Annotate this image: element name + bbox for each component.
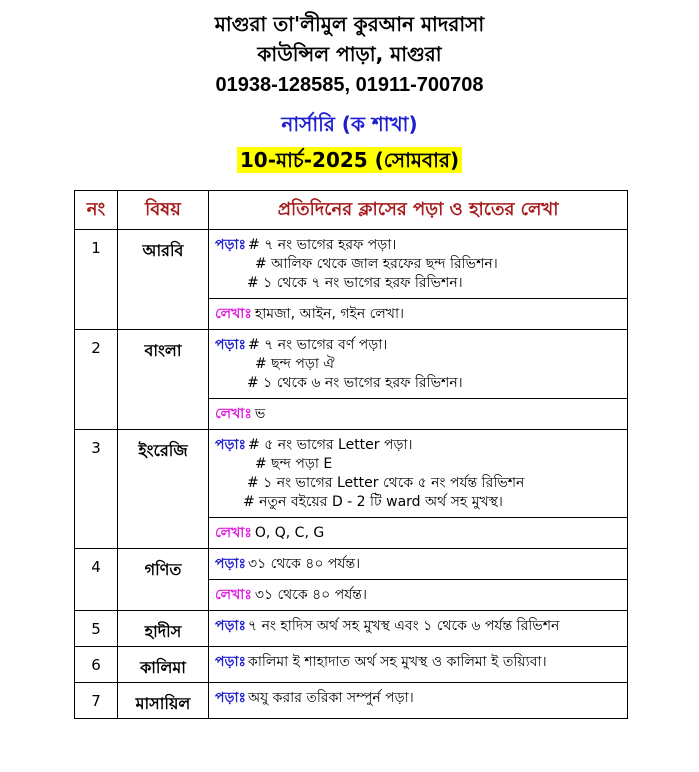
table-row bbox=[75, 683, 628, 719]
writing-cell bbox=[209, 299, 628, 330]
subject-name: গণিত bbox=[118, 549, 209, 611]
row-number: 4 bbox=[75, 549, 118, 611]
reading-label: পড়াঃ bbox=[215, 654, 247, 670]
writing-text: ৩১ থেকে ৪০ পর্যন্ত। bbox=[254, 587, 367, 603]
writing-text: হামজা, আইন, গইন লেখা। bbox=[254, 306, 405, 322]
reading-line: # ১ থেকে ৭ নং ভাগের হরফ রিভিশন। bbox=[247, 275, 463, 291]
reading-line: ৭ নং হাদিস অর্থ সহ মুখস্থ এবং ১ থেকে ৬ পর্যন্ত রিভিশন bbox=[248, 618, 560, 634]
row-number: 6 bbox=[75, 647, 118, 683]
reading-line: # আলিফ থেকে জাল হরফের ছন্দ রিভিশন। bbox=[255, 256, 498, 272]
header-number: নং bbox=[75, 191, 118, 230]
date-line bbox=[0, 147, 699, 173]
row-number: 7 bbox=[75, 683, 118, 719]
reading-line: # ৭ নং ভাগের হরফ পড়া। bbox=[248, 237, 397, 253]
date-highlight: 10-মার্চ-2025 (সোমবার) bbox=[237, 147, 462, 173]
reading-line: ৩১ থেকে ৪০ পর্যন্ত। bbox=[248, 556, 361, 572]
subject-name: মাসায়িল bbox=[118, 683, 209, 719]
reading-cell bbox=[209, 683, 628, 719]
reading-line: # ছন্দ পড়া E bbox=[255, 456, 333, 472]
reading-line: কালিমা ই শাহাদাত অর্থ সহ মুখস্থ ও কালিমা ই তয়্যিবা। bbox=[248, 654, 547, 670]
reading-line: # ১ থেকে ৬ নং ভাগের হরফ রিভিশন। bbox=[247, 375, 463, 391]
reading-cell bbox=[209, 230, 628, 299]
reading-label: পড়াঃ bbox=[215, 337, 247, 353]
reading-cell bbox=[209, 611, 628, 647]
writing-label: লেখাঃ bbox=[215, 306, 252, 322]
school-address: কাউন্সিল পাড়া, মাগুরা bbox=[257, 42, 442, 66]
phone-numbers: 01938-128585, 01911-700708 bbox=[215, 74, 484, 96]
row-number: 5 bbox=[75, 611, 118, 647]
subject-name: কালিমা bbox=[118, 647, 209, 683]
subject-name: আরবি bbox=[118, 230, 209, 330]
writing-cell bbox=[209, 399, 628, 430]
reading-label: পড়াঃ bbox=[215, 237, 247, 253]
table-row bbox=[75, 330, 628, 399]
reading-line: # ছন্দ পড়া ঐ bbox=[255, 356, 335, 372]
reading-line: # ৭ নং ভাগের বর্ণ পড়া। bbox=[248, 337, 388, 353]
header-subject: বিষয় bbox=[118, 191, 209, 230]
reading-cell bbox=[209, 647, 628, 683]
writing-label: লেখাঃ bbox=[215, 525, 252, 541]
reading-label: পড়াঃ bbox=[215, 556, 247, 572]
writing-text: O, Q, C, G bbox=[254, 525, 325, 541]
header-description: প্রতিদিনের ক্লাসের পড়া ও হাতের লেখা bbox=[209, 191, 628, 230]
table-row bbox=[75, 430, 628, 518]
reading-label: পড়াঃ bbox=[215, 690, 247, 706]
writing-label: লেখাঃ bbox=[215, 587, 252, 603]
class-name: নার্সারি (ক শাখা) bbox=[281, 112, 418, 136]
lesson-table bbox=[74, 190, 628, 719]
school-name: মাগুরা তা'লীমুল কুরআন মাদরাসা bbox=[214, 12, 485, 36]
table-row bbox=[75, 230, 628, 299]
row-number: 1 bbox=[75, 230, 118, 330]
subject-name: বাংলা bbox=[118, 330, 209, 430]
subject-name: ইংরেজি bbox=[118, 430, 209, 549]
reading-label: পড়াঃ bbox=[215, 437, 247, 453]
table-row bbox=[75, 549, 628, 580]
writing-label: লেখাঃ bbox=[215, 406, 252, 422]
reading-cell bbox=[209, 430, 628, 518]
writing-cell bbox=[209, 518, 628, 549]
reading-label: পড়াঃ bbox=[215, 618, 247, 634]
reading-cell bbox=[209, 549, 628, 580]
table-row bbox=[75, 647, 628, 683]
writing-text: ভ bbox=[254, 406, 266, 422]
reading-line: # ১ নং ভাগের Letter থেকে ৫ নং পর্যন্ত রিভিশন bbox=[247, 475, 525, 491]
reading-line: # নতুন বইয়ের D - 2 টি ward অর্থ সহ মুখস্থ। bbox=[243, 494, 503, 510]
table-row bbox=[75, 611, 628, 647]
row-number: 3 bbox=[75, 430, 118, 549]
reading-cell bbox=[209, 330, 628, 399]
row-number: 2 bbox=[75, 330, 118, 430]
reading-line: # ৫ নং ভাগের Letter পড়া। bbox=[248, 437, 413, 453]
subject-name: হাদীস bbox=[118, 611, 209, 647]
writing-cell bbox=[209, 580, 628, 611]
table-header-row bbox=[75, 191, 628, 230]
reading-line: অযু করার তরিকা সম্পুর্ন পড়া। bbox=[248, 690, 414, 706]
